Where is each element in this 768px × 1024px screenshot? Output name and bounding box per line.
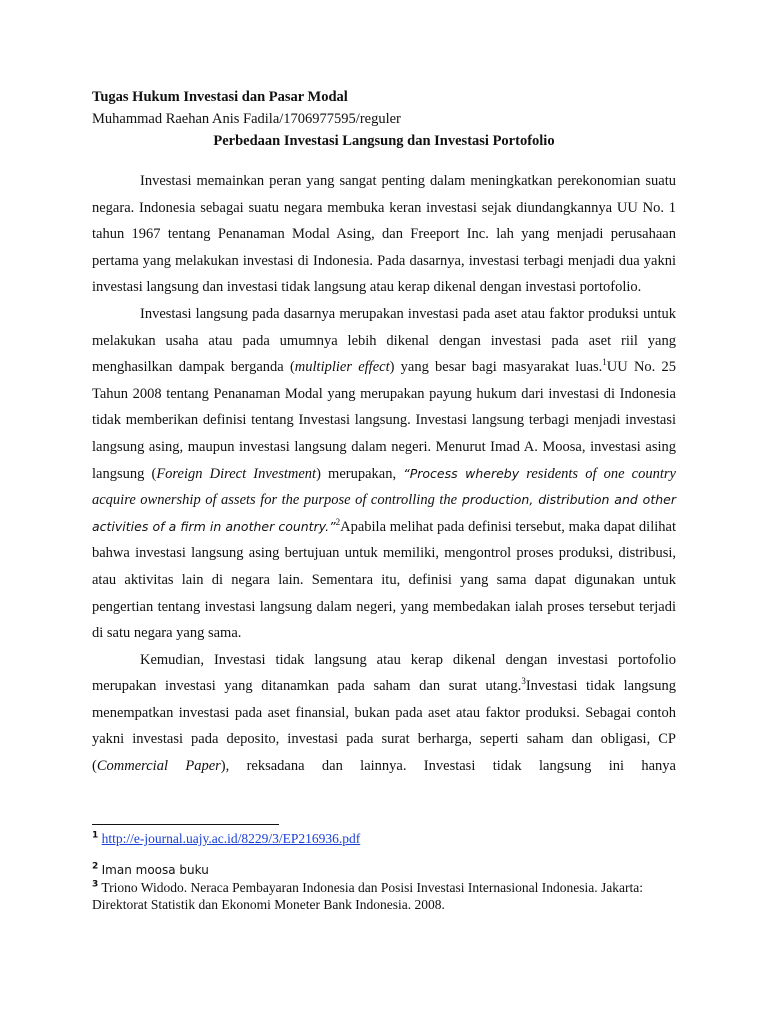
footnote-1 [92,830,692,847]
paragraph-3 [92,647,676,780]
p3-text-1: Kemudian, Investasi tidak langsung atau kerap dikenal dengan investasi portofolio merupakan investasi yang ditanamkan pada saham dan surat utang. [92,651,676,695]
document-page [92,86,676,780]
term-multiplier-effect: multiplier effect [294,359,390,376]
p2-text-2: ) yang besar bagi masyarakat luas. [389,359,603,376]
p2-text-1: Investasi langsung pada dasarnya merupakan investasi pada aset atau faktor produksi untuk melakukan usaha atau pada umumnya lebih dikenal dengan investasi pada aset riil yang menghasilkan dampak berganda ( [92,305,676,376]
term-commercial-paper: Commercial Paper [96,758,221,775]
p2-text-4: ) merupakan, [316,465,404,482]
footnote-number: 2 [92,861,99,872]
footnote-text: Triono Widodo. Neraca Pembayaran Indonesia dan Posisi Investasi Internasional Indonesia. Jakarta: Direktorat Statistik dan Ekonomi Moneter Bank Indonesia. 2008. [92,880,643,912]
footnote-ref-1[interactable]: 1 [602,357,607,368]
quote-part-2: residents of one country acquire ownership of assets for the purpose of controlling the [92,465,676,509]
p2-text-5: Apabila melihat pada definisi tersebut, maka dapat dilihat bahwa investasi langsung asing bertujuan untuk memiliki, mengontrol proses produksi, distribusi, atau aktivitas lain di negara lain. Sementara itu, definisi yang sama dapat digunakan untuk pengertian tentang investasi langsung dalam negeri, yang membedakan ialah proses tersebut terjadi di satu negara yang sama. [92,518,676,642]
footnotes [92,830,692,913]
term-foreign-direct-investment: Foreign Direct Investment [156,465,317,482]
quote-part-3: production, distribution and other activities of a firm in another country.” [92,492,676,534]
footnote-number: 3 [92,879,99,890]
paragraph-1: Investasi memainkan peran yang sangat penting dalam meningkatkan perekonomian suatu negara. Indonesia sebagai suatu negara membuka keran investasi sejak diundangkannya UU No. 1 tahun 1967 tentang Penanaman Modal Asing, dan Freeport Inc. lah yang menjadi perusahaan pertama yang melakukan investasi di Indonesia. Pada dasarnya, investasi terbagi menjadi dua yakni investasi langsung dan investasi tidak langsung atau kerap dikenal dengan investasi portofolio. [92,173,676,296]
footnote-3 [92,879,692,913]
footnote-link[interactable]: http://e-journal.uajy.ac.id/8229/3/EP216936.pdf [101,831,361,846]
paragraph-2 [92,301,676,647]
course-heading: Tugas Hukum Investasi dan Pasar Modal [92,89,348,105]
document-body [92,168,676,780]
document-title: Perbedaan Investasi Langsung dan Investasi Portofolio [213,133,555,149]
footnote-ref-3[interactable]: 3 [521,676,526,687]
p3-text-3: ), reksadana dan lainnya. Investasi tidak langsung ini hanya [220,758,676,775]
footnote-text: Iman moosa buku [101,863,209,877]
student-info: Muhammad Raehan Anis Fadila/1706977595/reguler [92,111,401,127]
footnote-2 [92,861,692,879]
footnote-ref-2[interactable]: 2 [335,516,341,527]
quote-part-1: “Process whereby [403,465,520,481]
p3-text-2: Investasi tidak langsung menempatkan investasi pada aset finansial, bukan pada aset atau faktor produksi. Sebagai contoh yakni investasi pada deposito, investasi pada surat berharga, seperti saham dan obligasi, CP ( [92,678,676,775]
p2-text-3: UU No. 25 Tahun 2008 tentang Penanaman Modal yang merupakan payung hukum dari investasi di Indonesia tidak memberikan definisi tentang Investasi langsung. Investasi langsung terbagi menjadi investasi langsung asing, maupun investasi langsung dalam negeri. Menurut Imad A. Moosa, investasi asing langsung ( [92,359,677,482]
footnote-number: 1 [92,830,99,841]
footnote-divider [92,824,279,825]
